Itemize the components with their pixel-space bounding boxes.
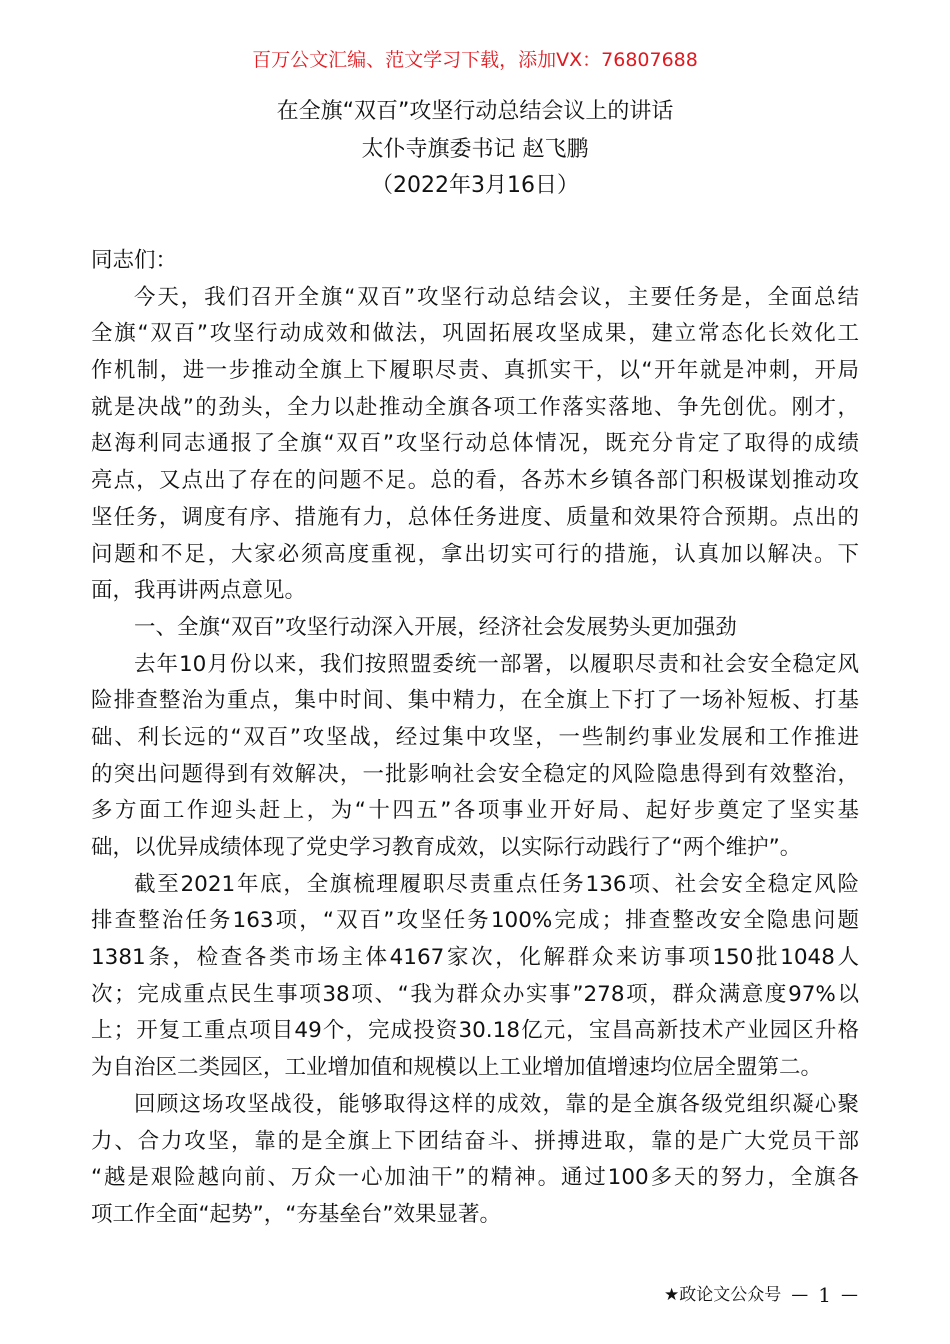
text-line: 础、利长远的“双百”攻坚战，经过集中攻坚，一些制约事业发展和工作推进 <box>91 724 859 750</box>
text-line: 为自治区二类园区，工业增加值和规模以上工业增加值增速均位居全盟第二。 <box>91 1055 823 1081</box>
text-line: 去年10月份以来，我们按照盟委统一部署，以履职尽责和社会安全稳定风 <box>134 651 859 677</box>
text-line: 问题和不足，大家必须高度重视，拿出切实可行的措施，认真加以解决。下 <box>91 541 859 567</box>
text-line: 础，以优异成绩体现了党史学习教育成效，以实际行动践行了“两个维护”。 <box>91 835 802 860</box>
footer-dash-left: — <box>791 1285 809 1305</box>
document-title: 在全旗“双百”攻坚行动总结会议上的讲话 <box>276 99 674 124</box>
paragraph <box>91 867 859 1087</box>
text-line: 截至2021年底，全旗梳理履职尽责重点任务136项、社会安全稳定风险 <box>134 871 859 897</box>
date-line: （2022年3月16日） <box>371 173 579 198</box>
text-line: 的突出问题得到有效解决，一批影响社会安全稳定的风险隐患得到有效整治， <box>91 761 859 787</box>
page-footer <box>664 1282 858 1308</box>
footer-dash-right: — <box>841 1285 858 1305</box>
text-line: 排查整治任务163项，“双百”攻坚任务100%完成；排查整改安全隐患问题 <box>91 908 859 934</box>
text-line: 多方面工作迎头赶上，为“十四五”各项事业开好局、起好步奠定了坚实基 <box>91 798 859 824</box>
paragraph <box>91 280 859 610</box>
text-line: 回顾这场攻坚战役，能够取得这样的成效，靠的是全旗各级党组织凝心聚 <box>134 1091 859 1117</box>
text-line: 面，我再讲两点意见。 <box>91 578 307 604</box>
text-line: 亮点，又点出了存在的问题不足。总的看，各苏木乡镇各部门积极谋划推动攻 <box>91 468 859 494</box>
text-line: 1381条，检查各类市场主体4167家次，化解群众来访事项150批1048人 <box>91 945 859 971</box>
paragraph <box>91 647 859 867</box>
text-line: 作机制，进一步推动全旗上下履职尽责、真抓实干，以“开年就是冲刺，开局 <box>91 358 859 384</box>
text-line: 坚任务，调度有序、措施有力，总体任务进度、质量和效果符合预期。点出的 <box>91 504 859 530</box>
page-number: 1 <box>818 1283 831 1307</box>
text-line: 一、全旗“双百”攻坚行动深入开展，经济社会发展势头更加强劲 <box>134 614 737 640</box>
text-line: 险排查整治为重点，集中时间、集中精力，在全旗上下打了一场补短板、打基 <box>91 688 859 714</box>
paragraph <box>91 1087 859 1234</box>
text-line: 项工作全面“起势”，“夯基垒台”效果显著。 <box>91 1201 502 1227</box>
text-line: 赵海利同志通报了全旗“双百”攻坚行动总体情况，既充分肯定了取得的成绩 <box>91 431 859 457</box>
document-body <box>91 243 859 1234</box>
text-line: 就是决战”的劲头，全力以赴推动全旗各项工作落实落地、争先创优。刚才， <box>91 394 859 420</box>
footer-source: ★政论文公众号 <box>664 1285 782 1305</box>
watermark-banner: 百万公文汇编、范文学习下载，添加VX：76807688 <box>252 49 698 71</box>
text-line: 全旗“双百”攻坚行动成效和做法，巩固拓展攻坚成果，建立常态化长效化工 <box>91 321 859 347</box>
text-line: “越是艰险越向前、万众一心加油干”的精神。通过100多天的努力，全旗各 <box>91 1165 859 1191</box>
author-line: 太仆寺旗委书记 赵飞鹏 <box>361 137 589 162</box>
text-line: 力、合力攻坚，靠的是全旗上下团结奋斗、拼搏进取，靠的是广大党员干部 <box>91 1128 859 1154</box>
text-line: 次；完成重点民生事项38项、“我为群众办实事”278项，群众满意度97%以 <box>91 981 859 1007</box>
section-heading <box>91 610 859 647</box>
salutation: 同志们： <box>91 248 178 273</box>
text-line: 今天，我们召开全旗“双百”攻坚行动总结会议，主要任务是，全面总结 <box>134 284 859 310</box>
text-line: 上；开复工重点项目49个，完成投资30.18亿元，宝昌高新技术产业园区升格 <box>91 1018 859 1044</box>
